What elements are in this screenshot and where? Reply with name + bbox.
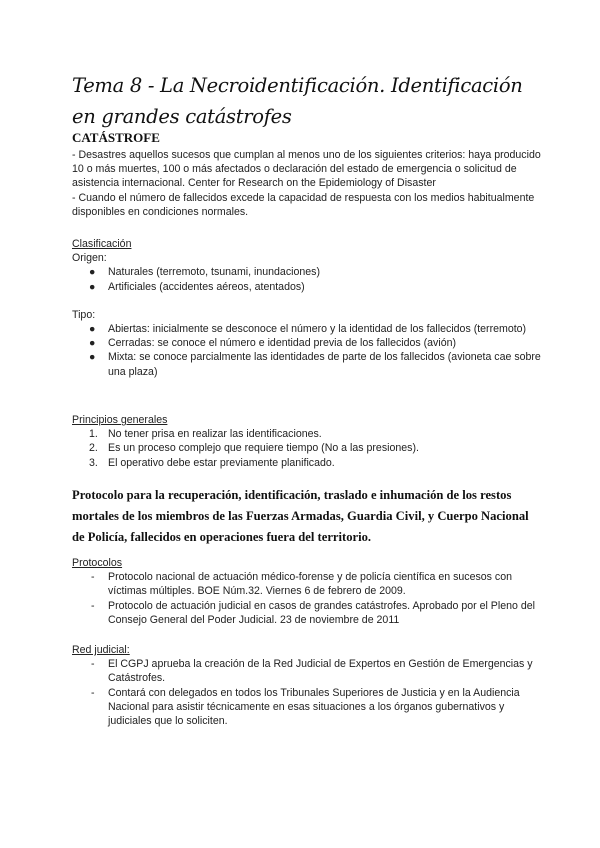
list-item: - Contará con delegados en todos los Tribunales Superiores de Justicia y en la Audiencia Nacional para asistir técnicamente en esas situaciones a los órganos gubernativos y judiciales que lo soliciten. — [91, 686, 520, 728]
section-red-judicial — [72, 643, 542, 728]
page-title: Tema 8 - La Necroidentificación. Identificación en grandes catástrofes — [72, 74, 523, 128]
bullet-icon: ● — [89, 351, 96, 364]
list-item: 2. Es un proceso complejo que requiere tiempo (No a las presiones). — [89, 442, 419, 455]
list-item: ● Naturales (terremoto, tsunami, inundaciones) — [89, 266, 320, 279]
bullet-icon: ● — [89, 280, 96, 293]
section-catastrofe — [72, 130, 542, 219]
protocolos-heading: Protocolos — [72, 557, 123, 569]
list-item: 3. El operativo debe estar previamente planificado. — [89, 456, 335, 469]
list-item: - Protocolo nacional de actuación médico-forense y de policía científica en sucesos con víctimas múltiples. BOE Núm.32. Viernes 6 de febrero de 2009. — [91, 571, 512, 598]
protocolo-heading: Protocolo para la recuperación, identificación, traslado e inhumación de los restos mortales de los miembros de las Fuerzas Armadas, Guardia Civil, y Cuerpo Nacional de Policía, fallecidos en operaciones fuera del territorio. — [72, 488, 529, 544]
principios-list — [72, 427, 542, 470]
catastrofe-line-2: - Cuando el número de fallecidos excede la capacidad de respuesta con los medios habitualmente disponibles en condiciones normales. — [72, 191, 535, 218]
red-judicial-list — [72, 657, 542, 728]
section-principios — [72, 413, 542, 470]
bullet-icon: ● — [89, 337, 96, 350]
clasificacion-heading: Clasificación — [72, 238, 132, 250]
principios-heading: Principios generales — [72, 414, 168, 426]
tipo-list — [72, 322, 542, 379]
red-judicial-heading: Red judicial: — [72, 644, 130, 656]
list-item: - El CGPJ aprueba la creación de la Red Judicial de Expertos en Gestión de Emergencias y Catástrofes. — [91, 658, 533, 685]
list-item: ● Artificiales (accidentes aéreos, atentados) — [89, 280, 305, 293]
list-item: ● Mixta: se conoce parcialmente las identidades de parte de los fallecidos (avioneta cae sobre una plaza) — [89, 351, 541, 378]
tipo-label: Tipo: — [72, 308, 96, 321]
bullet-icon: ● — [89, 266, 96, 279]
list-item: ● Cerradas: se conoce el número e identidad previa de los fallecidos (avión) — [89, 337, 457, 350]
section-protocolos — [72, 556, 542, 627]
protocolos-list — [72, 570, 542, 627]
catastrofe-heading: CATÁSTROFE — [72, 130, 160, 145]
section-clasificacion — [72, 237, 542, 379]
bullet-icon: ● — [89, 323, 96, 336]
list-item: ● Abiertas: inicialmente se desconoce el número y la identidad de los fallecidos (terremoto) — [89, 323, 527, 336]
origen-list — [72, 265, 542, 293]
list-item: 1. No tener prisa en realizar las identificaciones. — [89, 428, 322, 441]
catastrofe-line-1: - Desastres aquellos sucesos que cumplan al menos uno de los siguientes criterios: haya producido 10 o más muertes, 100 o más afectados o declaración del estado de emergencia o solicitud de asistencia internacional. Center for Research on the Epidemiology of Disaster — [72, 149, 541, 190]
list-item: - Protocolo de actuación judicial en casos de grandes catástrofes. Aprobado por el Pleno del Consejo General del Poder Judicial. 23 de noviembre de 2011 — [91, 599, 535, 626]
origen-label: Origen: — [72, 252, 107, 265]
